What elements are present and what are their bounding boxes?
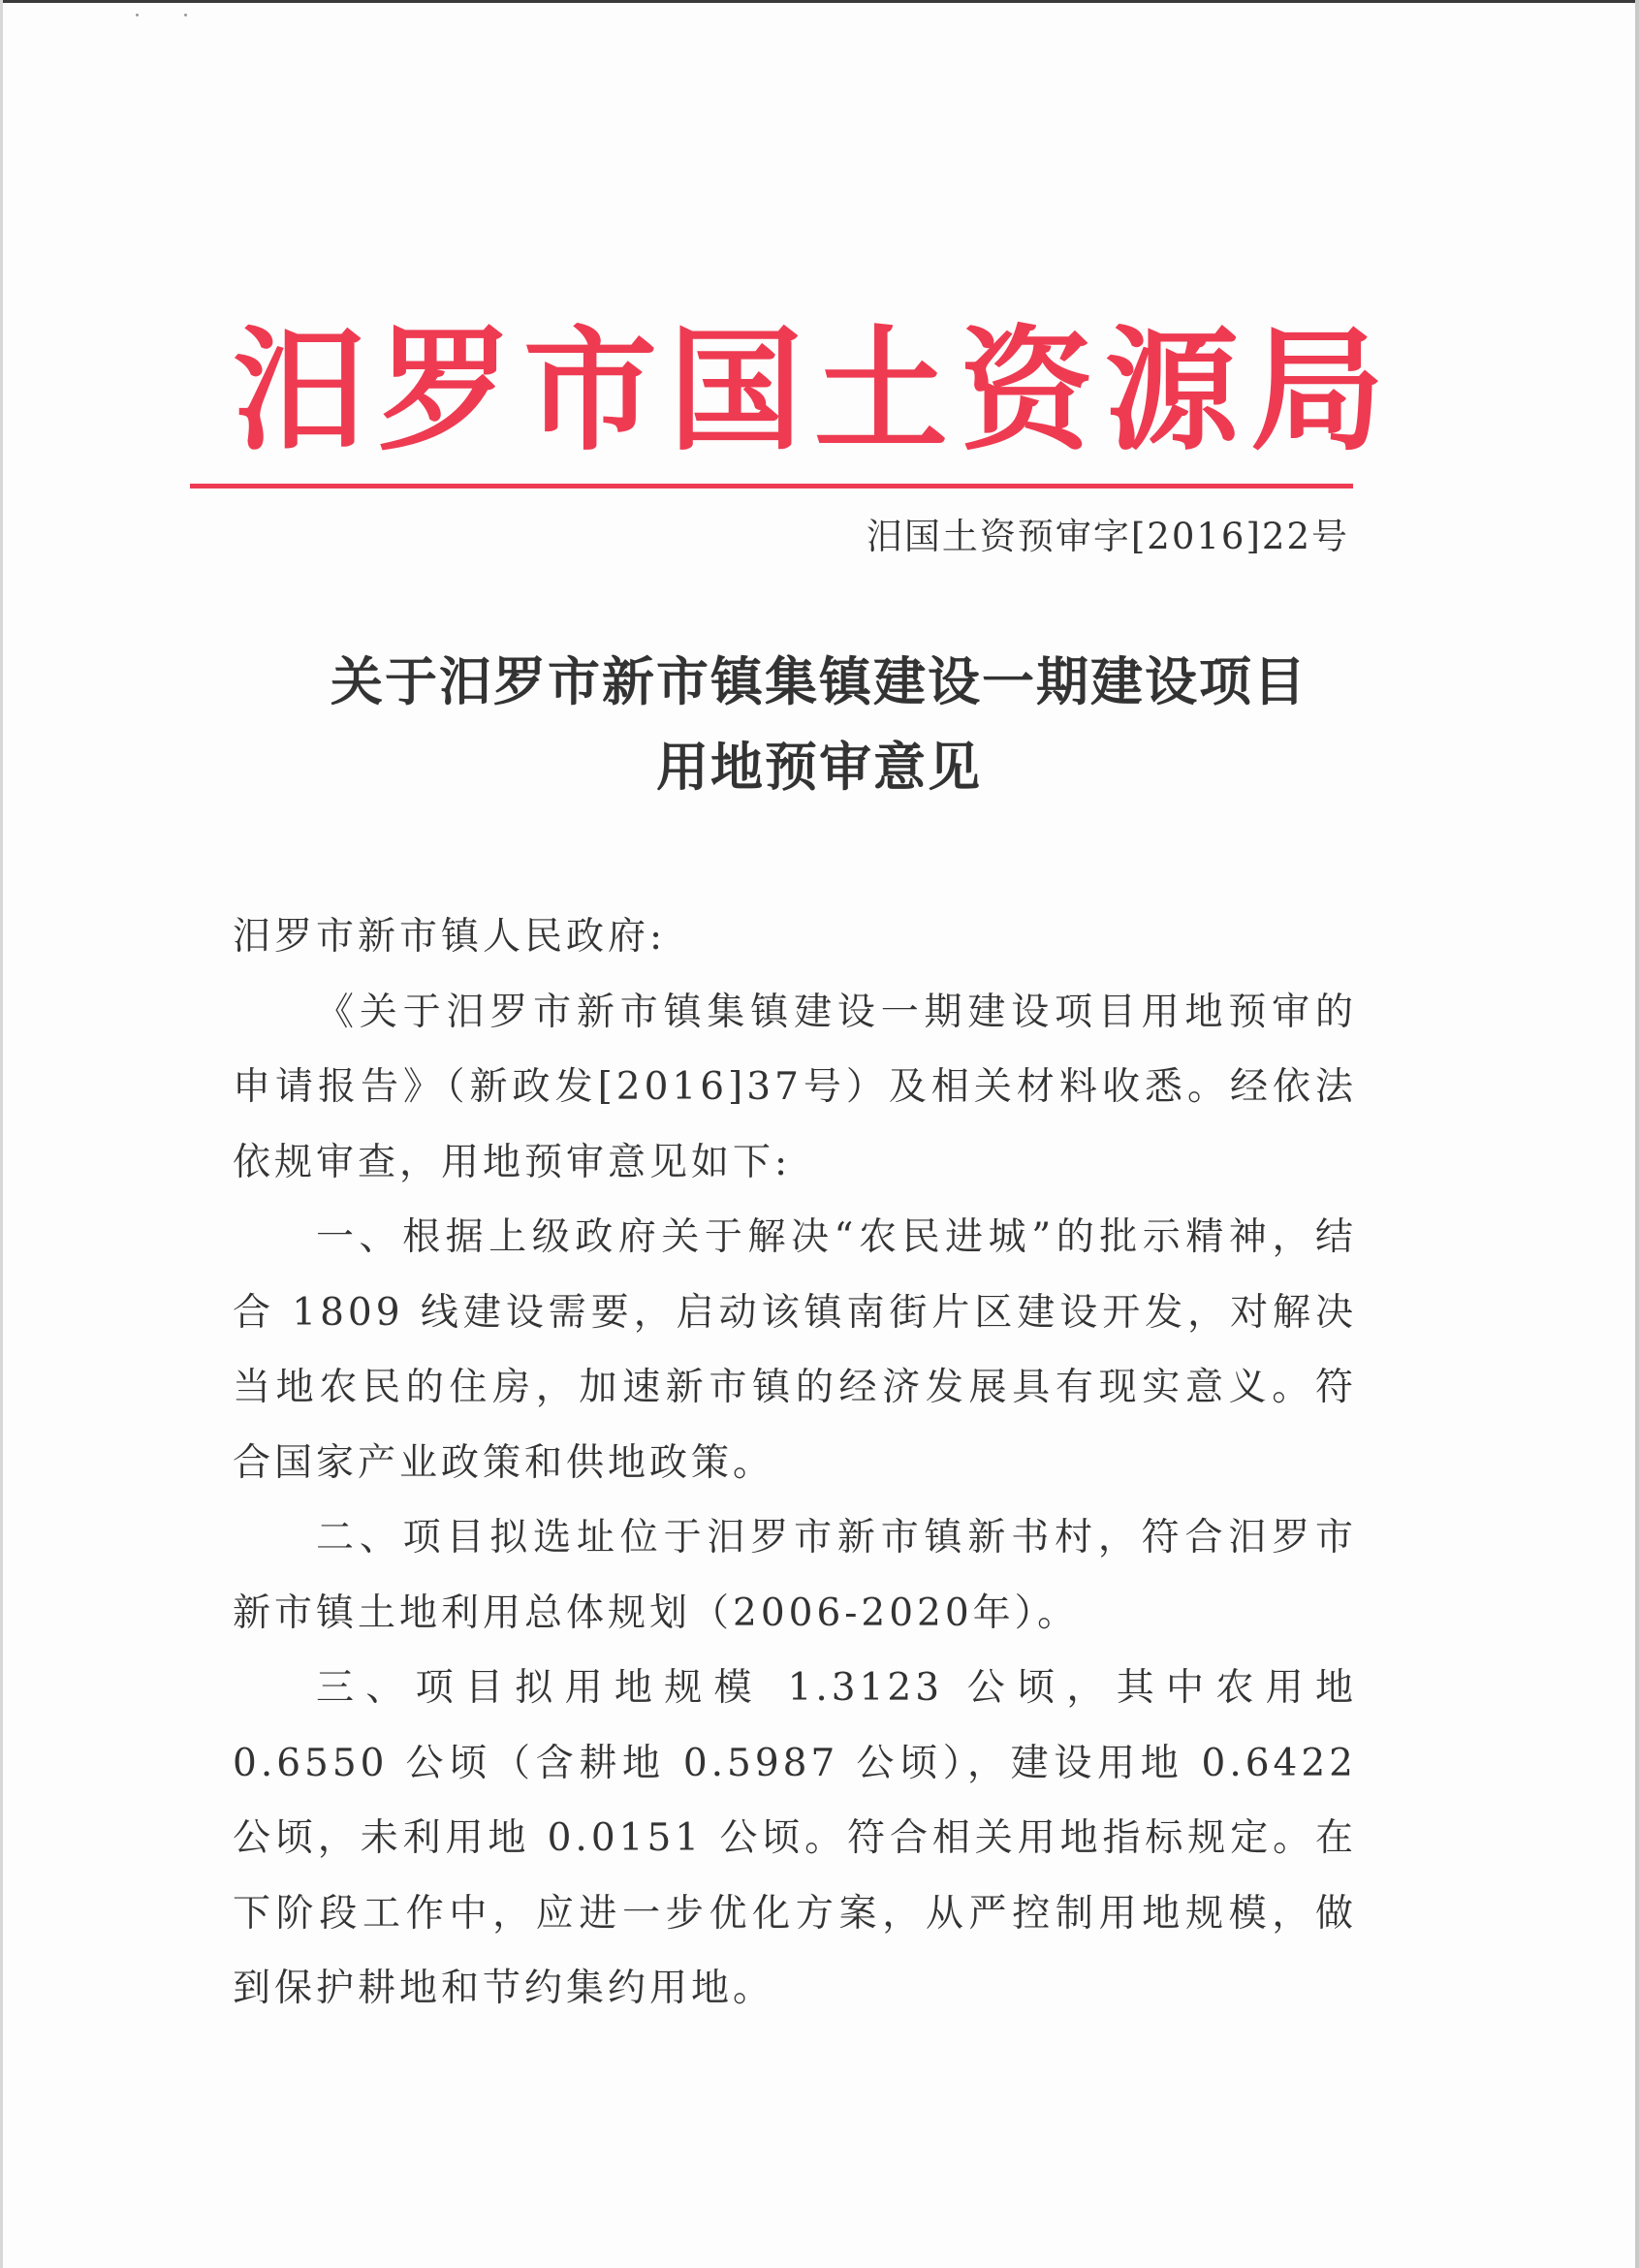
letterhead-org-name: 汨罗市国土资源局 — [233, 311, 1397, 469]
addressee: 汨罗市新市镇人民政府: — [233, 915, 667, 959]
scan-left-edge — [0, 0, 3, 2268]
document-number: 汨国土资预审字[2016]22号 — [866, 516, 1349, 557]
scan-speck — [136, 14, 139, 16]
scan-right-edge — [1635, 0, 1639, 2268]
body-paragraph-item-1: 一、根据上级政府关于解决“农民进城”的批示精神，结合 1809 线建设需要，启动该镇南街片区建设开发，对解决当地农民的住房，加速新市镇的经济发展具有现实意义。符合国家产业政策和供地政策。 — [233, 1215, 1357, 1485]
body-paragraph-intro: 《关于汨罗市新市镇集镇建设一期建设项目用地预审的申请报告》（新政发[2016]37号）及相关材料收悉。经依法依规审查，用地预审意见如下: — [233, 990, 1357, 1184]
document-title — [165, 640, 1473, 810]
letterhead-red-rule — [190, 484, 1353, 488]
scan-speck — [184, 14, 187, 16]
document-title-line-2: 用地预审意见 — [656, 737, 982, 798]
body-paragraph-item-2: 二、项目拟选址位于汨罗市新市镇新书村，符合汨罗市新市镇土地利用总体规划（2006-2020年）。 — [233, 1516, 1357, 1635]
scan-top-edge — [0, 0, 1639, 3]
body-paragraph-item-3: 三、项目拟用地规模 1.3123 公顷，其中农用地 0.6550 公顷（含耕地 0.5987 公顷），建设用地 0.6422 公顷，未利用地 0.0151 公顷。符合相关用地指标规定。在下阶段工作中，应进一步优化方案，从严控制用地规模，做到保护耕地和节约集约用地。 — [233, 1666, 1357, 2010]
document-title-line-1: 关于汨罗市新市镇集镇建设一期建设项目 — [331, 651, 1308, 712]
document-body — [233, 899, 1357, 2027]
